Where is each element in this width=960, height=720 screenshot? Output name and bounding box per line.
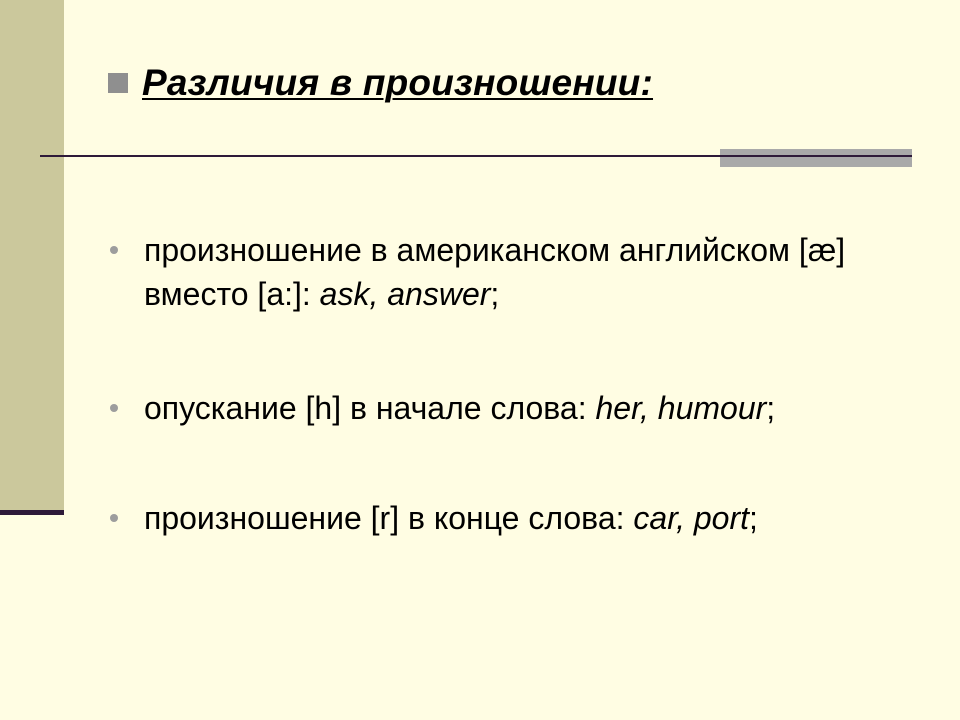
bullet-suffix: ; [749,500,758,536]
bullet-examples: car, port [633,500,749,536]
bullet-suffix: ; [490,276,500,312]
bullet-text: опускание [h] в начале слова: [144,390,596,426]
bullet-examples: her, humour [595,390,767,426]
title-row [108,58,653,108]
bullet-examples: ask, answer [319,276,491,312]
bullet-list [104,228,924,610]
bullet-text: произношение в американском английском [æ] вместо [a:]: [144,232,855,312]
bullet-item [104,386,924,430]
gray-square-icon [108,73,128,93]
left-decorative-band [0,0,64,512]
slide-title: Различия в произношении: [142,62,654,103]
bullet-text: произношение [r] в конце слова: [144,500,634,536]
gray-dot-icon [110,404,118,412]
bullet-item [104,228,924,316]
bullet-item [104,496,924,540]
bullet-suffix: ; [766,390,776,426]
left-band-accent-line [0,510,64,515]
gray-dot-icon [110,246,118,254]
title-divider-accent [720,149,912,167]
gray-dot-icon [110,514,118,522]
title-divider-accent-line [720,155,912,157]
